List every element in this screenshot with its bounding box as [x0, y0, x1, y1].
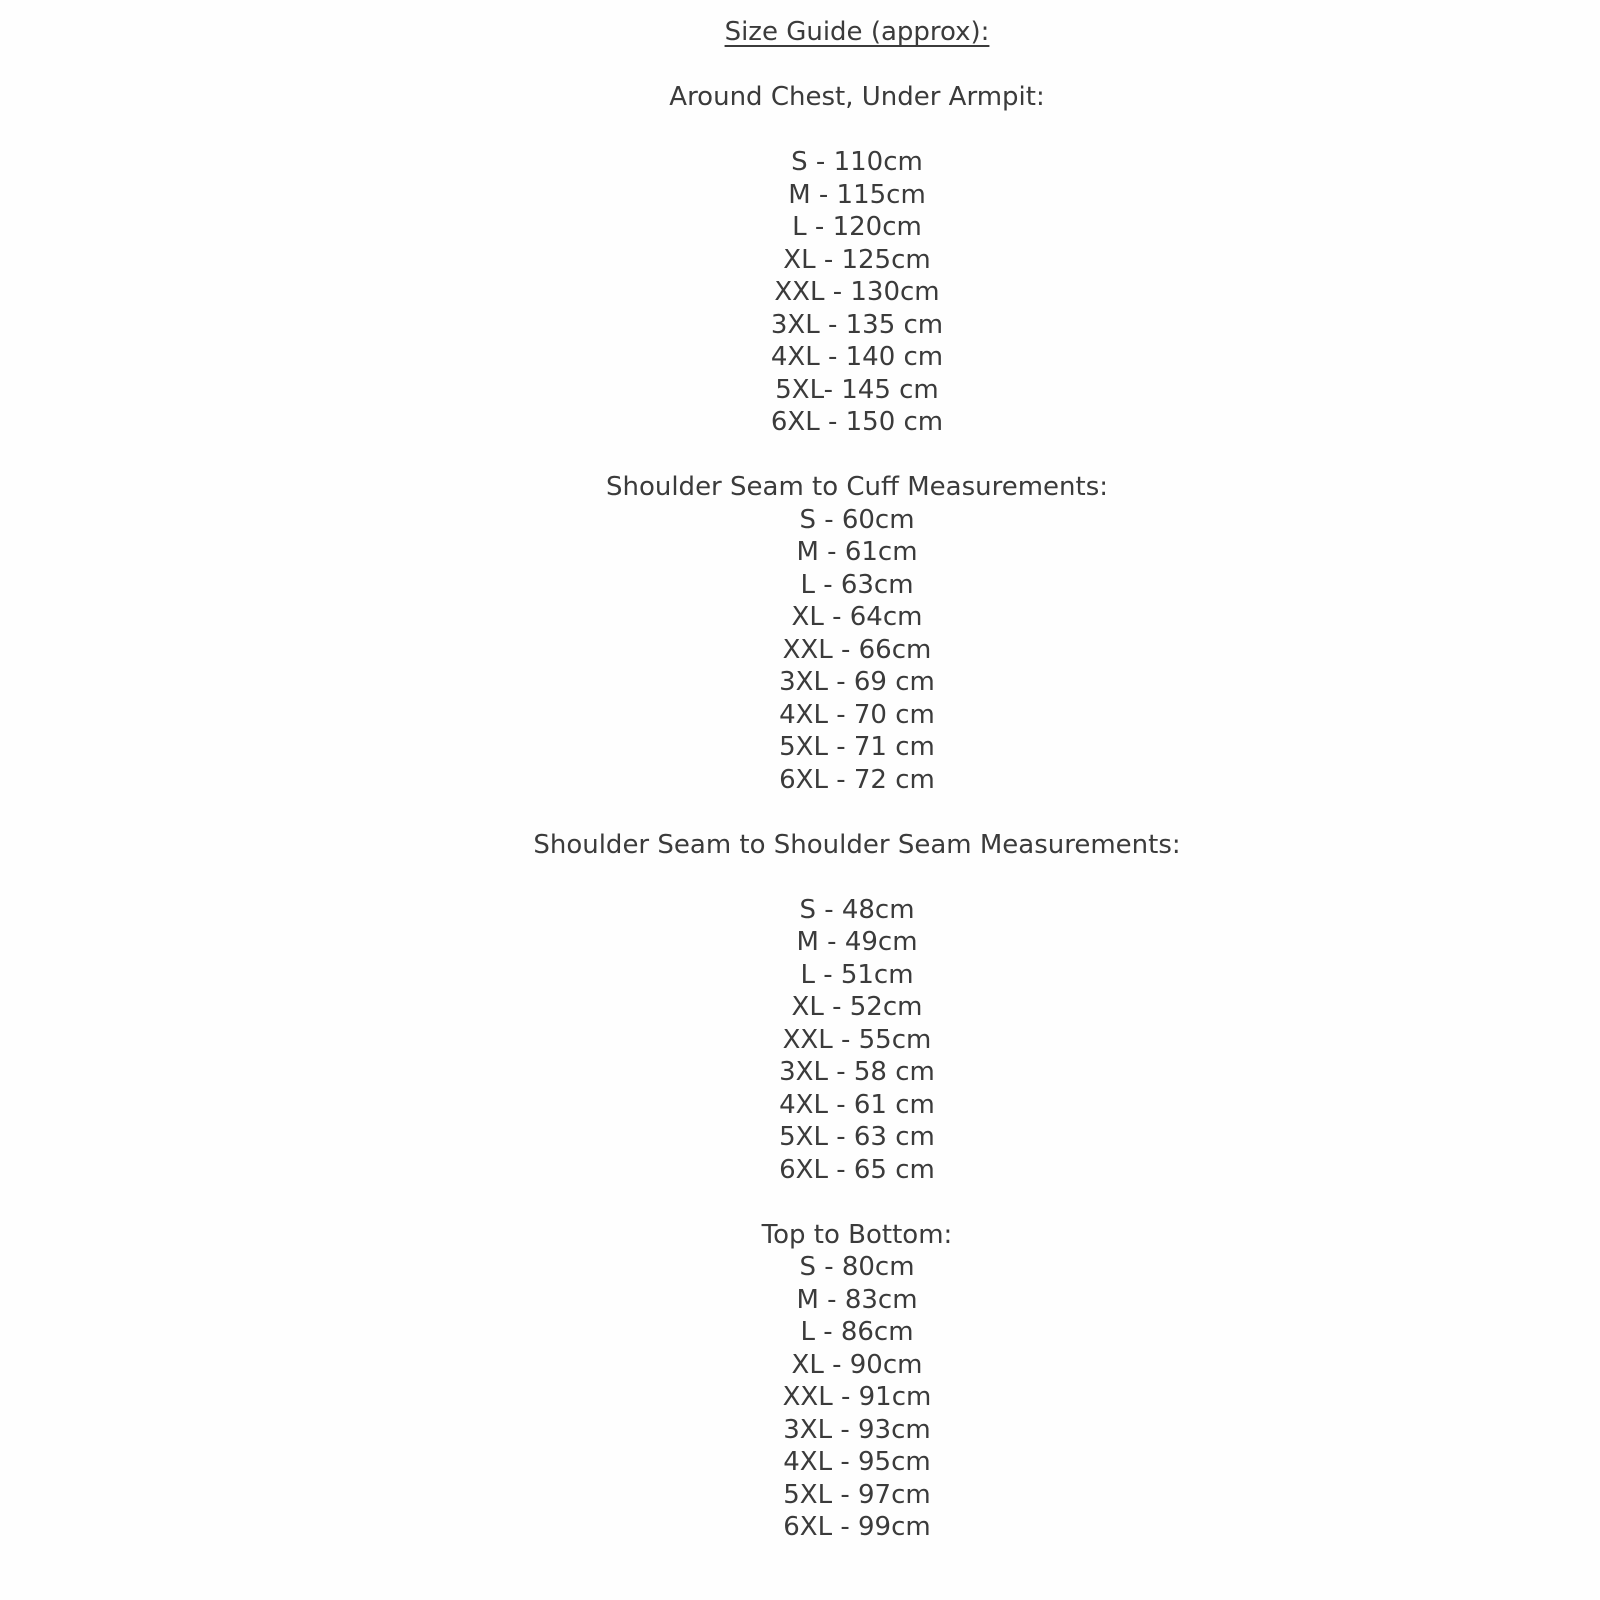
size-row: 4XL - 61 cm — [779, 1089, 935, 1120]
size-row: 4XL - 95cm — [783, 1447, 931, 1477]
size-row: 3XL - 135 cm — [770, 309, 944, 340]
size-list — [57, 146, 1600, 439]
section-heading: Shoulder Seam to Shoulder Seam Measurements: — [533, 829, 1181, 860]
size-row: 5XL- 145 cm — [775, 374, 939, 405]
size-row: XL - 90cm — [791, 1349, 923, 1380]
size-row: S - 48cm — [799, 894, 915, 925]
size-row: L - 120cm — [792, 212, 922, 242]
size-list — [57, 504, 1600, 797]
size-row: 6XL - 150 cm — [770, 407, 944, 437]
size-row: M - 83cm — [796, 1284, 918, 1315]
size-row: XXL - 130cm — [774, 277, 940, 307]
section-heading: Top to Bottom: — [761, 1219, 953, 1250]
size-row: 3XL - 58 cm — [779, 1057, 935, 1087]
size-guide-document — [57, 0, 1600, 1544]
size-row: 5XL - 97cm — [783, 1479, 931, 1510]
size-row: 6XL - 65 cm — [779, 1154, 935, 1185]
size-row: S - 110cm — [791, 147, 923, 177]
size-list — [57, 894, 1600, 1187]
size-row: S - 80cm — [799, 1252, 915, 1282]
size-row: M - 115cm — [788, 179, 926, 210]
size-row: 6XL - 72 cm — [779, 764, 935, 795]
size-row: 3XL - 69 cm — [779, 667, 935, 697]
size-row: L - 51cm — [800, 959, 914, 990]
section-heading: Around Chest, Under Armpit: — [669, 82, 1045, 112]
size-list — [57, 1251, 1600, 1544]
sections — [57, 81, 1600, 1544]
size-row: XL - 64cm — [791, 602, 923, 632]
size-row: M - 61cm — [796, 537, 918, 567]
size-section — [57, 471, 1600, 796]
section-heading: Shoulder Seam to Cuff Measurements: — [605, 472, 1109, 502]
size-row: 4XL - 70 cm — [779, 699, 935, 730]
size-row: L - 63cm — [800, 569, 914, 600]
size-section — [57, 1219, 1600, 1544]
size-row: 6XL - 99cm — [783, 1512, 931, 1542]
size-row: M - 49cm — [796, 927, 918, 957]
size-row: 5XL - 63 cm — [779, 1122, 935, 1152]
size-row: 3XL - 93cm — [783, 1414, 931, 1445]
size-row: 4XL - 140 cm — [770, 342, 944, 372]
size-row: XL - 52cm — [791, 992, 923, 1022]
size-section — [57, 829, 1600, 1187]
size-row: S - 60cm — [799, 504, 915, 535]
size-row: XXL - 55cm — [782, 1024, 932, 1055]
size-row: XXL - 66cm — [782, 634, 932, 665]
page-title: Size Guide (approx): — [724, 17, 990, 47]
size-section — [57, 81, 1600, 439]
size-row: L - 86cm — [800, 1317, 914, 1347]
size-row: XL - 125cm — [783, 244, 931, 275]
size-row: XXL - 91cm — [782, 1382, 932, 1412]
size-row: 5XL - 71 cm — [779, 732, 935, 762]
